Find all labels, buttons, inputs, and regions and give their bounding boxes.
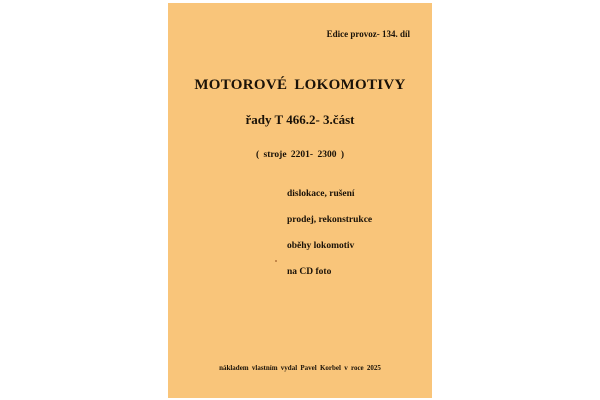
edition-label: Edice provoz- 134. díl xyxy=(326,29,410,39)
book-title: MOTOROVÉ LOKOMOTIVY xyxy=(194,77,406,93)
topic-item: oběhy lokomotiv xyxy=(287,241,355,251)
topic-item: dislokace, rušení xyxy=(287,189,355,199)
unit-number-range: ( stroje 2201- 2300 ) xyxy=(255,150,345,160)
locomotive-series: řady T 466.2- 3.část xyxy=(245,112,355,127)
cd-note: na CD foto xyxy=(287,267,332,277)
publisher-note: nákladem vlastním vydal Pavel Korbel v roce 2025 xyxy=(219,364,381,372)
topics-list xyxy=(287,188,372,266)
book-cover xyxy=(168,3,432,398)
topic-item: prodej, rekonstrukce xyxy=(287,215,373,225)
speck-mark xyxy=(275,260,277,262)
